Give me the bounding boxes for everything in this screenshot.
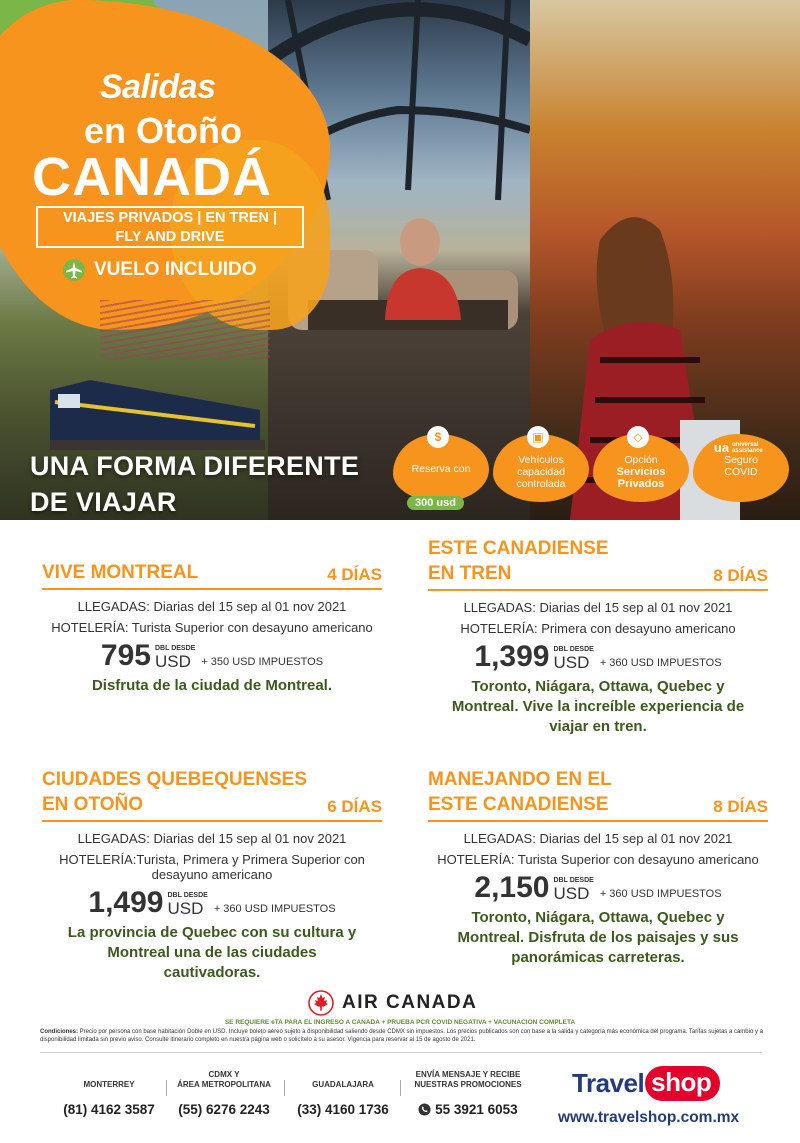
package-arrivals: LLEGADAS: Diarias del 15 sep al 01 nov 2021	[463, 831, 733, 846]
package-price-row	[428, 871, 768, 904]
air-canada-logo	[308, 990, 477, 1016]
package-taxes: + 360 USD IMPUESTOS	[599, 888, 722, 900]
passenger-silhouette	[365, 210, 475, 320]
flight-included	[62, 258, 257, 282]
price-prefix: DBL DESDE	[167, 892, 208, 899]
package-hotel	[42, 852, 382, 882]
ua-name: universal assistance	[732, 442, 763, 454]
hero-banner	[0, 0, 800, 520]
contact-label-line2: NUESTRAS PROMOCIONES	[414, 1080, 522, 1089]
package-days: 8 DÍAS	[713, 566, 768, 585]
package-header	[428, 767, 768, 822]
package-card	[42, 560, 382, 696]
dollar-icon: $	[427, 426, 449, 448]
package-price: 2,150	[474, 871, 550, 904]
package-description	[42, 676, 382, 696]
badge-covid-line2: COVID	[724, 466, 758, 478]
diamond-icon: ◇	[627, 426, 649, 448]
price-meta	[553, 876, 593, 902]
logo-shop: shop	[645, 1066, 720, 1101]
badge-covid-line1: Seguro	[724, 454, 758, 466]
package-header	[42, 767, 382, 822]
price-meta	[155, 644, 195, 670]
package-desc-line2: Montreal. Disfruta de los paisajes y sus	[457, 929, 739, 946]
badge-deposit	[393, 430, 489, 509]
badge-deposit-amount: 300 usd	[407, 496, 464, 510]
badge-private-line3: Privados	[617, 478, 665, 490]
logo-travel: Travel	[572, 1067, 645, 1098]
price-currency: USD	[553, 653, 590, 672]
travel-modes-line1: VIAJES PRIVADOS | EN TREN |	[62, 210, 278, 226]
contact-label: ENVÍA MENSAJE Y RECIBE	[415, 1070, 521, 1079]
tagline-line2: DE VIAJAR	[30, 487, 177, 517]
price-meta	[167, 891, 207, 917]
package-hotel	[428, 852, 768, 867]
contact-phone[interactable]: (33) 4160 1736	[297, 1102, 389, 1117]
badge-vehicles-line2: capacidad	[517, 466, 565, 478]
contact-phone[interactable]: (55) 6276 2243	[178, 1102, 270, 1117]
package-hotel-line1: HOTELERÍA: Primera con desayuno americano	[460, 621, 736, 636]
package-price-row	[428, 640, 768, 673]
flight-included-label: VUELO INCLUIDO	[94, 259, 257, 280]
package-days: 8 DÍAS	[713, 797, 768, 816]
badge-deposit-line1: Reserva con	[411, 463, 471, 475]
contact-monterrey	[50, 1068, 168, 1117]
maple-leaf-icon	[308, 990, 334, 1016]
badge-covid	[693, 430, 789, 502]
package-price: 1,399	[474, 640, 550, 673]
package-title	[42, 560, 198, 585]
badge-private-line1: Opción	[624, 454, 658, 466]
train-illustration	[50, 370, 265, 450]
package-arrivals: LLEGADAS: Diarias del 15 sep al 01 nov 2021	[463, 600, 733, 615]
package-price: 795	[100, 639, 151, 672]
conditions-label: Condiciones:	[40, 1029, 79, 1035]
package-description	[428, 677, 768, 737]
tagline-line1: UNA FORMA DIFERENTE	[30, 451, 360, 481]
package-title-line2: EN OTOÑO	[42, 794, 143, 815]
package-description	[428, 908, 768, 968]
conditions-text: Precio por persona con base habitación Doble en USD. Incluye boleto aéreo sujeto a disponibilidad saliendo desde CDMX sin impuestos. Los precios publicados son con base a la salida y categoría más económica del programa. Tarifas sujetas a cambio y a disponibilidad limitada sin previo aviso. Consulte itinerario completo en nuestra página web o solicítelo a su asesor. Vigencia para reservar al 15 de agosto de 2021.	[40, 1029, 763, 1043]
package-header	[428, 536, 768, 591]
package-taxes: + 350 USD IMPUESTOS	[201, 656, 324, 668]
price-currency: USD	[154, 652, 191, 671]
package-desc-line3: panorámicas carreteras.	[511, 949, 685, 966]
contact-label: CDMX Y	[208, 1070, 240, 1079]
package-arrivals: LLEGADAS: Diarias del 15 sep al 01 nov 2021	[77, 599, 347, 614]
entry-requirements: SE REQUIERE eTA PARA EL INGRESO A CANADA + PRUEBA PCR COVID NEGATIVA + VACUNACION COMPLETA	[224, 1019, 576, 1026]
price-prefix: DBL DESDE	[154, 645, 196, 652]
package-title-line1: VIVE MONTREAL	[42, 562, 199, 583]
package-taxes: + 360 USD IMPUESTOS	[213, 903, 336, 915]
benefit-badges	[393, 430, 793, 512]
badge-private	[593, 430, 689, 502]
badge-private-line2: Servicios	[616, 466, 666, 478]
footer-divider	[40, 1052, 762, 1053]
badge-vehicles	[493, 430, 589, 502]
terms-conditions	[40, 1028, 765, 1044]
package-days: 4 DÍAS	[327, 565, 382, 584]
package-days: 6 DÍAS	[327, 797, 382, 816]
price-currency: USD	[167, 899, 204, 918]
airplane-icon	[62, 258, 86, 282]
contact-whatsapp-number[interactable]	[403, 1102, 533, 1117]
badge-vehicles-line3: controlada	[516, 478, 566, 490]
package-price: 1,499	[88, 886, 164, 919]
price-prefix: DBL DESDE	[553, 877, 594, 884]
contact-whatsapp	[403, 1068, 533, 1117]
hero-title-canada: CANADÁ	[32, 147, 272, 207]
package-title	[42, 767, 307, 817]
package-hotel	[42, 620, 382, 635]
package-hotel-line1: HOTELERÍA: Turista Superior con desayuno americano	[51, 620, 373, 635]
package-desc-line2: Montreal. Vive la increíble experiencia de	[451, 698, 745, 715]
package-hotel-line1: HOTELERÍA:Turista, Primera y Primera Superior con	[59, 852, 365, 867]
stripe-pattern	[100, 300, 270, 360]
hero-title-otono: en Otoño	[84, 110, 242, 151]
package-title-line1: MANEJANDO EN EL	[428, 769, 612, 790]
package-title	[428, 536, 609, 586]
package-card	[428, 767, 768, 968]
package-taxes: + 360 USD IMPUESTOS	[599, 657, 722, 669]
package-title-line2: EN TREN	[428, 563, 512, 584]
package-hotel-line2: desayuno americano	[151, 867, 273, 882]
price-meta	[553, 645, 593, 671]
package-title-line1: ESTE CANADIENSE	[428, 538, 609, 559]
contact-cdmx	[165, 1068, 283, 1117]
package-header	[42, 560, 382, 590]
contact-label: MONTERREY	[83, 1080, 135, 1089]
package-title	[428, 767, 612, 817]
package-description	[42, 923, 382, 983]
whatsapp-number: 55 3921 6053	[435, 1102, 518, 1117]
package-title-line2: ESTE CANADIENSE	[428, 794, 609, 815]
package-hotel-line1: HOTELERÍA: Turista Superior con desayuno americano	[437, 852, 759, 867]
package-price-row	[42, 639, 382, 672]
package-card	[428, 536, 768, 737]
hero-title-salidas: Salidas	[100, 68, 216, 106]
package-desc-line3: cautivadoras.	[163, 964, 261, 981]
badge-vehicles-line1: Vehículos	[518, 454, 564, 466]
package-desc-line3: viajar en tren.	[549, 718, 647, 735]
travel-modes-line2: FLY AND DRIVE	[115, 229, 225, 245]
contact-phone[interactable]: (81) 4162 3587	[63, 1102, 155, 1117]
package-desc-line1: Disfruta de la ciudad de Montreal.	[91, 677, 333, 694]
package-desc-line1: Toronto, Niágara, Ottawa, Quebec y	[471, 678, 725, 695]
hero-tagline	[30, 448, 359, 520]
car-icon: ▣	[527, 426, 549, 448]
price-prefix: DBL DESDE	[553, 646, 594, 653]
air-canada-name: AIR CANADA	[342, 992, 478, 1013]
package-desc-line1: Toronto, Niágara, Ottawa, Quebec y	[471, 909, 725, 926]
contact-label: GUADALAJARA	[312, 1080, 374, 1089]
package-card	[42, 767, 382, 983]
whatsapp-icon	[418, 1103, 431, 1116]
package-title-line1: CIUDADES QUEBEQUENSES	[42, 769, 307, 790]
contact-separator	[400, 1080, 401, 1096]
universal-assistance-logo	[693, 442, 789, 454]
package-price-row	[42, 886, 382, 919]
ua-mark: ua	[713, 440, 730, 455]
package-hotel	[428, 621, 768, 636]
contact-guadalajara	[284, 1068, 402, 1117]
package-desc-line2: Montreal una de las ciudades	[107, 944, 317, 961]
website-link[interactable]: www.travelshop.com.mx	[558, 1109, 740, 1126]
package-arrivals: LLEGADAS: Diarias del 15 sep al 01 nov 2021	[77, 831, 347, 846]
package-desc-line1: La provincia de Quebec con su cultura y	[67, 924, 357, 941]
travel-modes-box	[36, 206, 304, 248]
contact-label-line2: ÁREA METROPOLITANA	[177, 1080, 271, 1089]
price-currency: USD	[553, 884, 590, 903]
travelshop-logo[interactable]	[572, 1062, 724, 1104]
